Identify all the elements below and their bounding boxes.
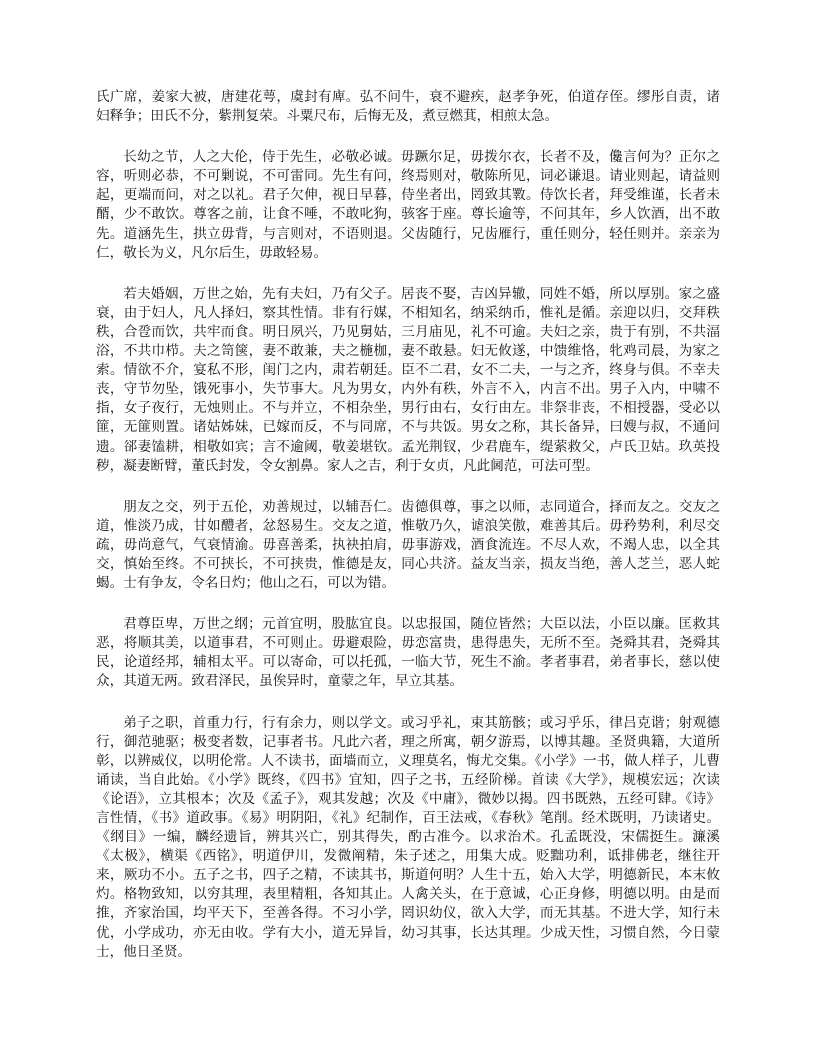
paragraph-5: 君尊臣卑，万世之纲；元首宜明，股肱宜良。以忠报国，随位皆然；大臣以法，小臣以廉。匡救其恶，将顺其美，以道事君，不可则止。毋避艰险，毋恋富贵，患得患失，无所不至。尧舜其君，尧舜其民，论道经邦，辅相太平。可以寄命，可以托孤，一临大节，死生不渝。孝者事君，弟者事长，慈以使众，其道无两。致君泽民，虽俟异时，童蒙之年，早立其基。 (96, 616, 720, 690)
paragraph-3: 若夫婚姻，万世之始，先有夫妇，乃有父子。居丧不娶，吉凶异辙，同姓不婚，所以厚别。家之盛衰，由于妇人，凡人择妇，察其性情。非有行媒，不相知名，纳采纳币，惟礼是循。亲迎以归，交拜秩秩，合卺而饮，共牢而食。明日夙兴，乃见舅姑，三月庙见，礼不可逾。夫妇之亲，贵于有别，不共湢浴，不共巾栉。夫之笥箧，妻不敢兼，夫之椸枷，妻不敢悬。妇无攸遂，中馈维恪，牝鸡司晨，为家之索。情欲不介，宴私不形，闺门之内，肃若朝廷。臣不二君，女不二夫，一与之齐，终身与俱。不幸夫丧，守节勿坠，饿死事小，失节事大。凡为男女，内外有秩，外言不入，内言不出。男子入内，中啸不指，女子夜行，无烛则止。不与并立，不相杂坐，男行由右，女行由左。非祭非丧，不相授器，受必以篚，无篚则置。诸姑姊妹，已嫁而反，不与同席，不与共饭。男女之称，其长备异，曰嫂与叔，不通问遗。郤妻馌耕，相敬如宾；言不逾阈，敬姜堪钦。孟光荆钗，少君鹿车，缇萦救父，卢氏卫姑。玖英投秽，凝妻断臂，董氏封发，令女割鼻。家人之吉，利于女贞，凡此阃范，可法可型。 (96, 285, 720, 474)
paragraph-2: 长幼之节，人之大伦，侍于先生，必敬必诚。毋蹶尔足，毋拨尔衣，长者不及，儳言何为？正尔之容，听则必恭，不可剿说，不可雷同。先生有问，终焉则对，敬陈所见，词必谦退。请业则起，请益则起，更端而问，对之以礼。君子欠伸，视日早暮，侍坐者出，罔致其斁。侍饮长者，拜受维谨，长者未醑，少不敢饮。尊客之前，让食不唾，不敢叱狗，骇客于座。尊长逾等，不问其年，乡人饮酒，出不敢先。道涵先生，拱立毋背，与言则对，不语则退。父齿随行，兄齿雁行，重任则分，轻任则并。亲亲为仁，敬长为义，凡尔后生，毋敢轻易。 (96, 149, 720, 261)
paragraph-4: 朋友之交，列于五伦，劝善规过，以辅吾仁。齿德俱尊，事之以师，志同道合，择而友之。交友之道，惟淡乃成，甘如醴者，忿怒易生。交友之道，惟敬乃久，谑浪笑傲，难善其后。毋矜势利，利尽交疏，毋尚意气，气衰情渝。毋喜善柔，执袂拍肩，毋事游戏，酒食流连。不尽人欢，不竭人忠，以全其交，慎始至终。不可挟长，不可挟贵，惟德是友，同心共济。益友当亲，损友当绝，善人芝兰，恶人蛇蝎。士有争友，令名日灼；他山之石，可以为错。 (96, 498, 720, 592)
paragraph-6: 弟子之职，首重力行，行有余力，则以学文。或习乎礼，束其筋骸；或习乎乐，律吕克谐；射观德行，御范驰驱；极变者数，记事者书。凡此六者，理之所寓，朝夕游焉，以博其趣。圣贤典籍，大道所彰，以辨威仪，以明伦常。人不读书，面墙而立，义理莫名，悔尤交集。《小学》一书，做人样子，儿曹诵读，当自此始。《小学》既终，《四书》宜知，四子之书，五经阶梯。首读《大学》，规模宏远；次读《论语》，立其根本；次及《孟子》，观其发越；次及《中庸》，微妙以揭。四书既熟，五经可肆。《诗》言性情，《书》道政事。《易》明阴阳，《礼》纪制作，百王法戒，《春秋》笔削。经术既明，乃读诸史。《纲目》一编，麟经遗旨，辨其兴亡，别其得失，酌古准今。以求治术。孔孟既没，宋儒挺生。濂溪《太极》，横渠《西铭》，明道伊川，发微阐精，朱子述之，用集大成。贬黜功利，诋排佛老，继往开来，厥功不小。五子之书，四子之精，不读其书，斯道何明？人生十五，始入大学，明德新民，本末攸灼。格物致知，以穷其理，表里精粗，各知其止。人禽关头，在于意诚，心正身修，明德以明。由是而推，齐家治国，均平天下，至善各得。不习小学，罔识幼仪，欲入大学，而无其基。不进大学，知行未优，小学成功，亦无由收。学有大小，道无异旨，幼习其事，长达其理。少成天性，习惯自然，今日蒙士，他日圣贤。 (96, 714, 720, 960)
document-page (96, 88, 720, 984)
paragraph-1: 氏广席，姜家大被，唐建花萼，虞封有庳。弘不问牛，衰不避疾，赵孝争死，伯道存侄。缪彤自责，诸妇释争；田氏不分，紫荆复荣。斗粟尺布，后悔无及，煮豆燃萁，相煎太急。 (96, 89, 720, 125)
